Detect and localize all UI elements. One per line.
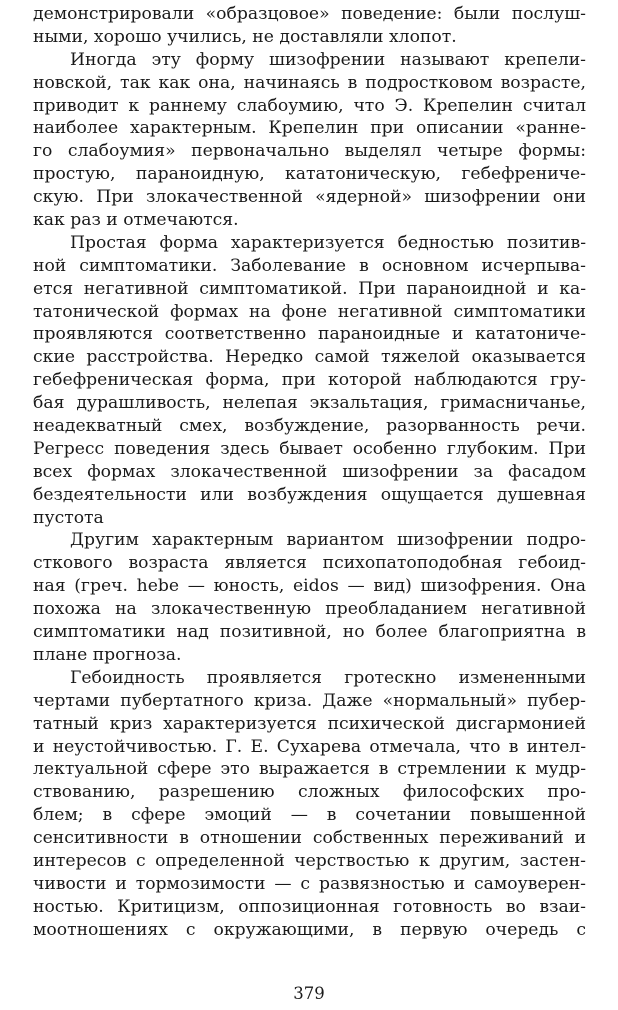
text-line: бездеятельности или возбуждения ощущается душевная [33, 484, 586, 505]
text-line: сенситивности в отношении собственных переживаний и [33, 828, 586, 849]
body-text [33, 3, 586, 942]
text-line: ется негативной симптоматикой. При параноидной и ка- [33, 278, 586, 299]
text-line: татонической формах на фоне негативной симптоматики [33, 301, 586, 322]
text-line: бая дурашливость, нелепая экзальтация, гримасничанье, [33, 393, 586, 414]
text-line: гебефреническая форма, при которой наблюдаются гру- [33, 370, 586, 391]
text-line: Иногда эту форму шизофрении называют крепели- [70, 49, 586, 70]
paragraph-4 [33, 529, 586, 666]
text-line: Регресс поведения здесь бывает особенно глубоким. При [33, 438, 586, 459]
text-line: пустота [33, 507, 104, 528]
text-line: проявляются соответственно параноидные и кататониче- [33, 324, 586, 345]
text-line: го слабоумия» первоначально выделял четыре формы: [33, 141, 586, 162]
text-line: сткового возраста является психопатоподобная гебоид- [33, 553, 586, 574]
text-line: симптоматики над позитивной, но более благоприятна в [33, 622, 586, 643]
text-line: и неустойчивостью. Г. Е. Сухарева отмечала, что в интел- [33, 736, 586, 757]
text-line: приводит к раннему слабоумию, что Э. Крепелин считал [33, 95, 586, 116]
paragraph-2 [33, 49, 586, 232]
text-line: ной симптоматики. Заболевание в основном исчерпыва- [33, 255, 586, 276]
text-line: ностью. Критицизм, оппозиционная готовность во взаи- [33, 896, 586, 917]
text-line: ские расстройства. Нередко самой тяжелой оказывается [33, 347, 586, 368]
page-number: 379 [293, 984, 325, 1003]
text-line: ными, хорошо учились, не доставляли хлопот. [33, 26, 457, 47]
text-line: чивости и тормозимости — с развязностью и самоуверен- [33, 873, 586, 894]
text-line: скую. При злокачественной «ядерной» шизофрении они [33, 187, 586, 208]
paragraph-1 [33, 3, 586, 49]
text-line: интересов с определенной черствостью к другим, застен- [33, 850, 586, 871]
paragraph-3 [33, 232, 586, 530]
text-line: наиболее характерным. Крепелин при описании «ранне- [33, 118, 586, 139]
text-line: как раз и отмечаются. [33, 210, 239, 231]
text-line: демонстрировали «образцовое» поведение: были послуш- [33, 4, 586, 24]
paragraph-5 [33, 667, 586, 942]
text-line: плане прогноза. [33, 644, 182, 665]
text-line: Гебоидность проявляется гротескно измененными [70, 667, 586, 688]
text-line: неадекватный смех, возбуждение, разорванность речи. [33, 416, 586, 437]
text-line: Простая форма характеризуется бедностью позитив- [70, 232, 586, 253]
text-line: чертами пубертатного криза. Даже «нормальный» пубер- [33, 690, 586, 711]
text-line: Другим характерным вариантом шизофрении подро- [70, 530, 586, 551]
text-line: блем; в сфере эмоций — в сочетании повышенной [33, 805, 586, 826]
text-line: лектуальной сфере это выражается в стремлении к мудр- [33, 759, 586, 780]
text-line: татный криз характеризуется психической дисгармонией [33, 713, 586, 734]
text-line: моотношениях с окружающими, в первую очередь с [33, 919, 586, 940]
text-line: ная (греч. hebe — юность, eidos — вид) шизофрения. Она [33, 576, 586, 597]
text-line: новской, так как она, начинаясь в подростковом возрасте, [33, 72, 586, 93]
text-line: простую, параноидную, кататоническую, гебефрениче- [33, 164, 586, 185]
text-line: ствованию, разрешению сложных философских про- [33, 782, 586, 803]
text-line: всех формах злокачественной шизофрении за фасадом [33, 461, 586, 482]
text-line: похожа на злокачественную преобладанием негативной [33, 599, 586, 620]
